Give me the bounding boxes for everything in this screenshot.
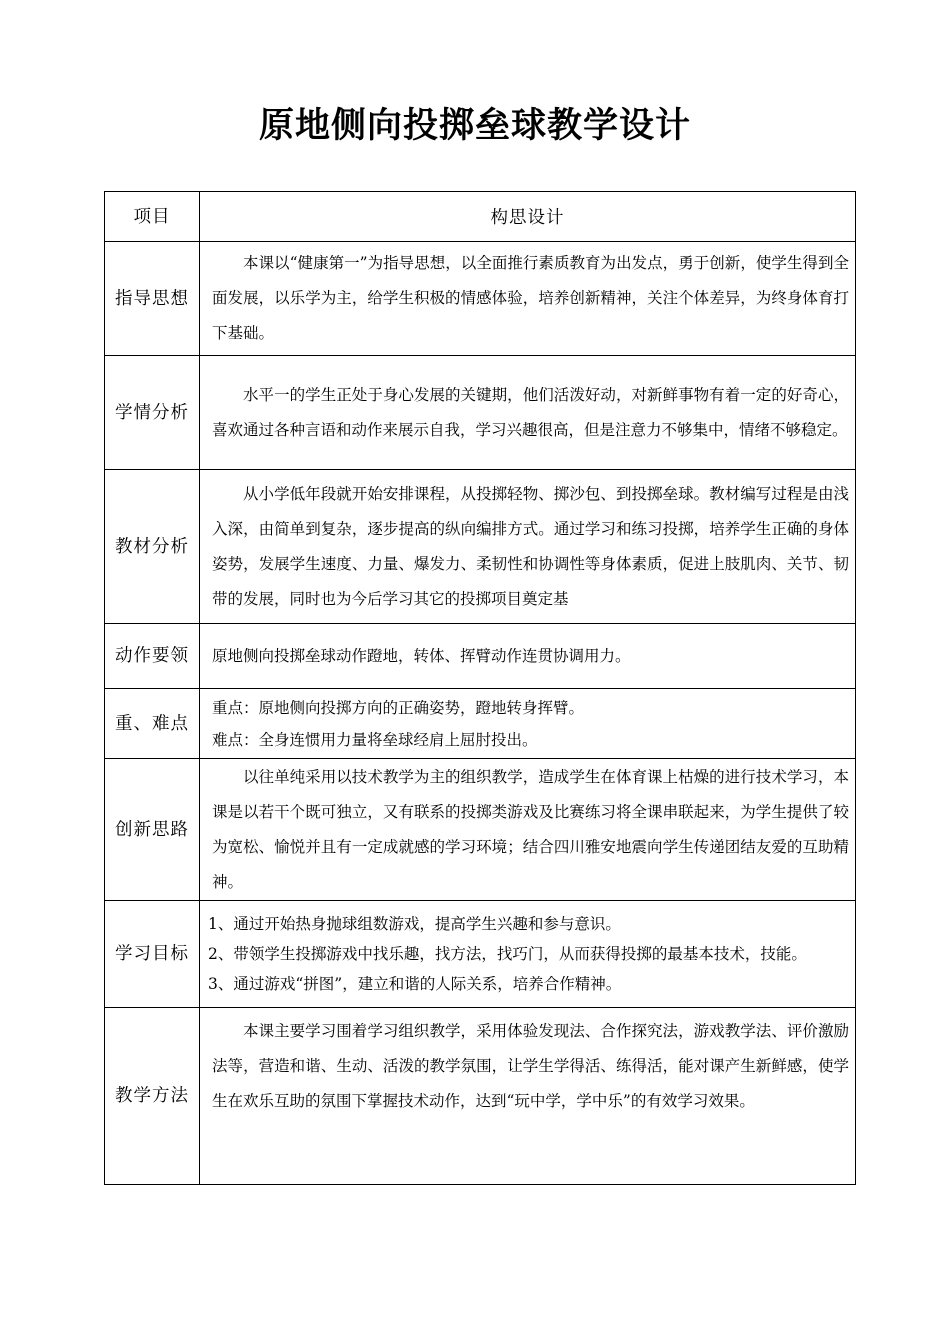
table-row-material-analysis [105, 470, 856, 624]
table-row-learning-goals [105, 901, 856, 1008]
row-label: 学习目标 [105, 901, 200, 1008]
row-label: 重、难点 [105, 689, 200, 759]
table-header-row [105, 192, 856, 242]
table-row-key-difficult-points [105, 689, 856, 759]
goal-item: 1、通过开始热身抛球组数游戏，提高学生兴趣和参与意识。 [208, 915, 621, 933]
table-row-innovation [105, 759, 856, 901]
row-content: 本课以“健康第一”为指导思想，以全面推行素质教育为出发点，勇于创新，使学生得到全面发展，以乐学为主，给学生积极的情感体验，培养创新精神，关注个体差异，为终身体育打下基础。 [212, 254, 849, 342]
row-label: 教材分析 [105, 470, 200, 624]
row-label: 学情分析 [105, 356, 200, 470]
design-table [104, 191, 856, 1185]
document-title: 原地侧向投掷垒球教学设计 [258, 106, 691, 146]
row-content: 从小学低年段就开始安排课程，从投掷轻物、掷沙包、到投掷垒球。教材编写过程是由浅入深，由简单到复杂，逐步提高的纵向编排方式。通过学习和练习投掷，培养学生正确的身体姿势，发展学生速度、力量、爆发力、柔韧性和协调性等身体素质，促进上肢肌肉、关节、韧带的发展，同时也为今后学习其它的投掷项目奠定基 [212, 484, 849, 608]
header-design: 构思设计 [200, 192, 856, 242]
table-row-teaching-methods [105, 1008, 856, 1185]
row-content: 水平一的学生正处于身心发展的关键期，他们活泼好动，对新鲜事物有着一定的好奇心，喜欢通过各种言语和动作来展示自我，学习兴趣很高，但是注意力不够集中，情绪不够稳定。 [212, 385, 849, 439]
row-content: 以往单纯采用以技术教学为主的组织教学，造成学生在体育课上枯燥的进行技术学习，本课是以若干个既可独立，又有联系的投掷类游戏及比赛练习将全课串联起来，为学生提供了较为宽松、愉悦并且有一定成就感的学习环境；结合四川雅安地震向学生传递团结友爱的互助精神。 [212, 767, 849, 891]
row-label: 指导思想 [105, 242, 200, 356]
goal-item: 3、通过游戏“拼图”，建立和谐的人际关系，培养合作精神。 [208, 975, 622, 993]
row-content: 原地侧向投掷垒球动作蹬地，转体、挥臂动作连贯协调用力。 [212, 646, 631, 665]
table-row-guiding-idea [105, 242, 856, 356]
goal-item: 2、带领学生投掷游戏中找乐趣，找方法，找巧门，从而获得投掷的最基本技术，技能。 [208, 945, 807, 963]
header-item: 项目 [105, 192, 200, 242]
difficult-point-line: 难点：全身连惯用力量将垒球经肩上屈肘投出。 [212, 730, 538, 749]
row-content: 本课主要学习围着学习组织教学，采用体验发现法、合作探究法，游戏教学法、评价激励法等，营造和谐、生动、活泼的教学氛围，让学生学得活、练得活，能对课产生新鲜感，使学生在欢乐互助的氛围下掌握技术动作，达到“玩中学，学中乐”的有效学习效果。 [212, 1022, 849, 1110]
row-label: 教学方法 [105, 1008, 200, 1185]
table-row-student-analysis [105, 356, 856, 470]
row-label: 动作要领 [105, 624, 200, 689]
key-point-line: 重点：原地侧向投掷方向的正确姿势，蹬地转身挥臂。 [212, 698, 585, 717]
row-label: 创新思路 [105, 759, 200, 901]
table-row-key-actions [105, 624, 856, 689]
